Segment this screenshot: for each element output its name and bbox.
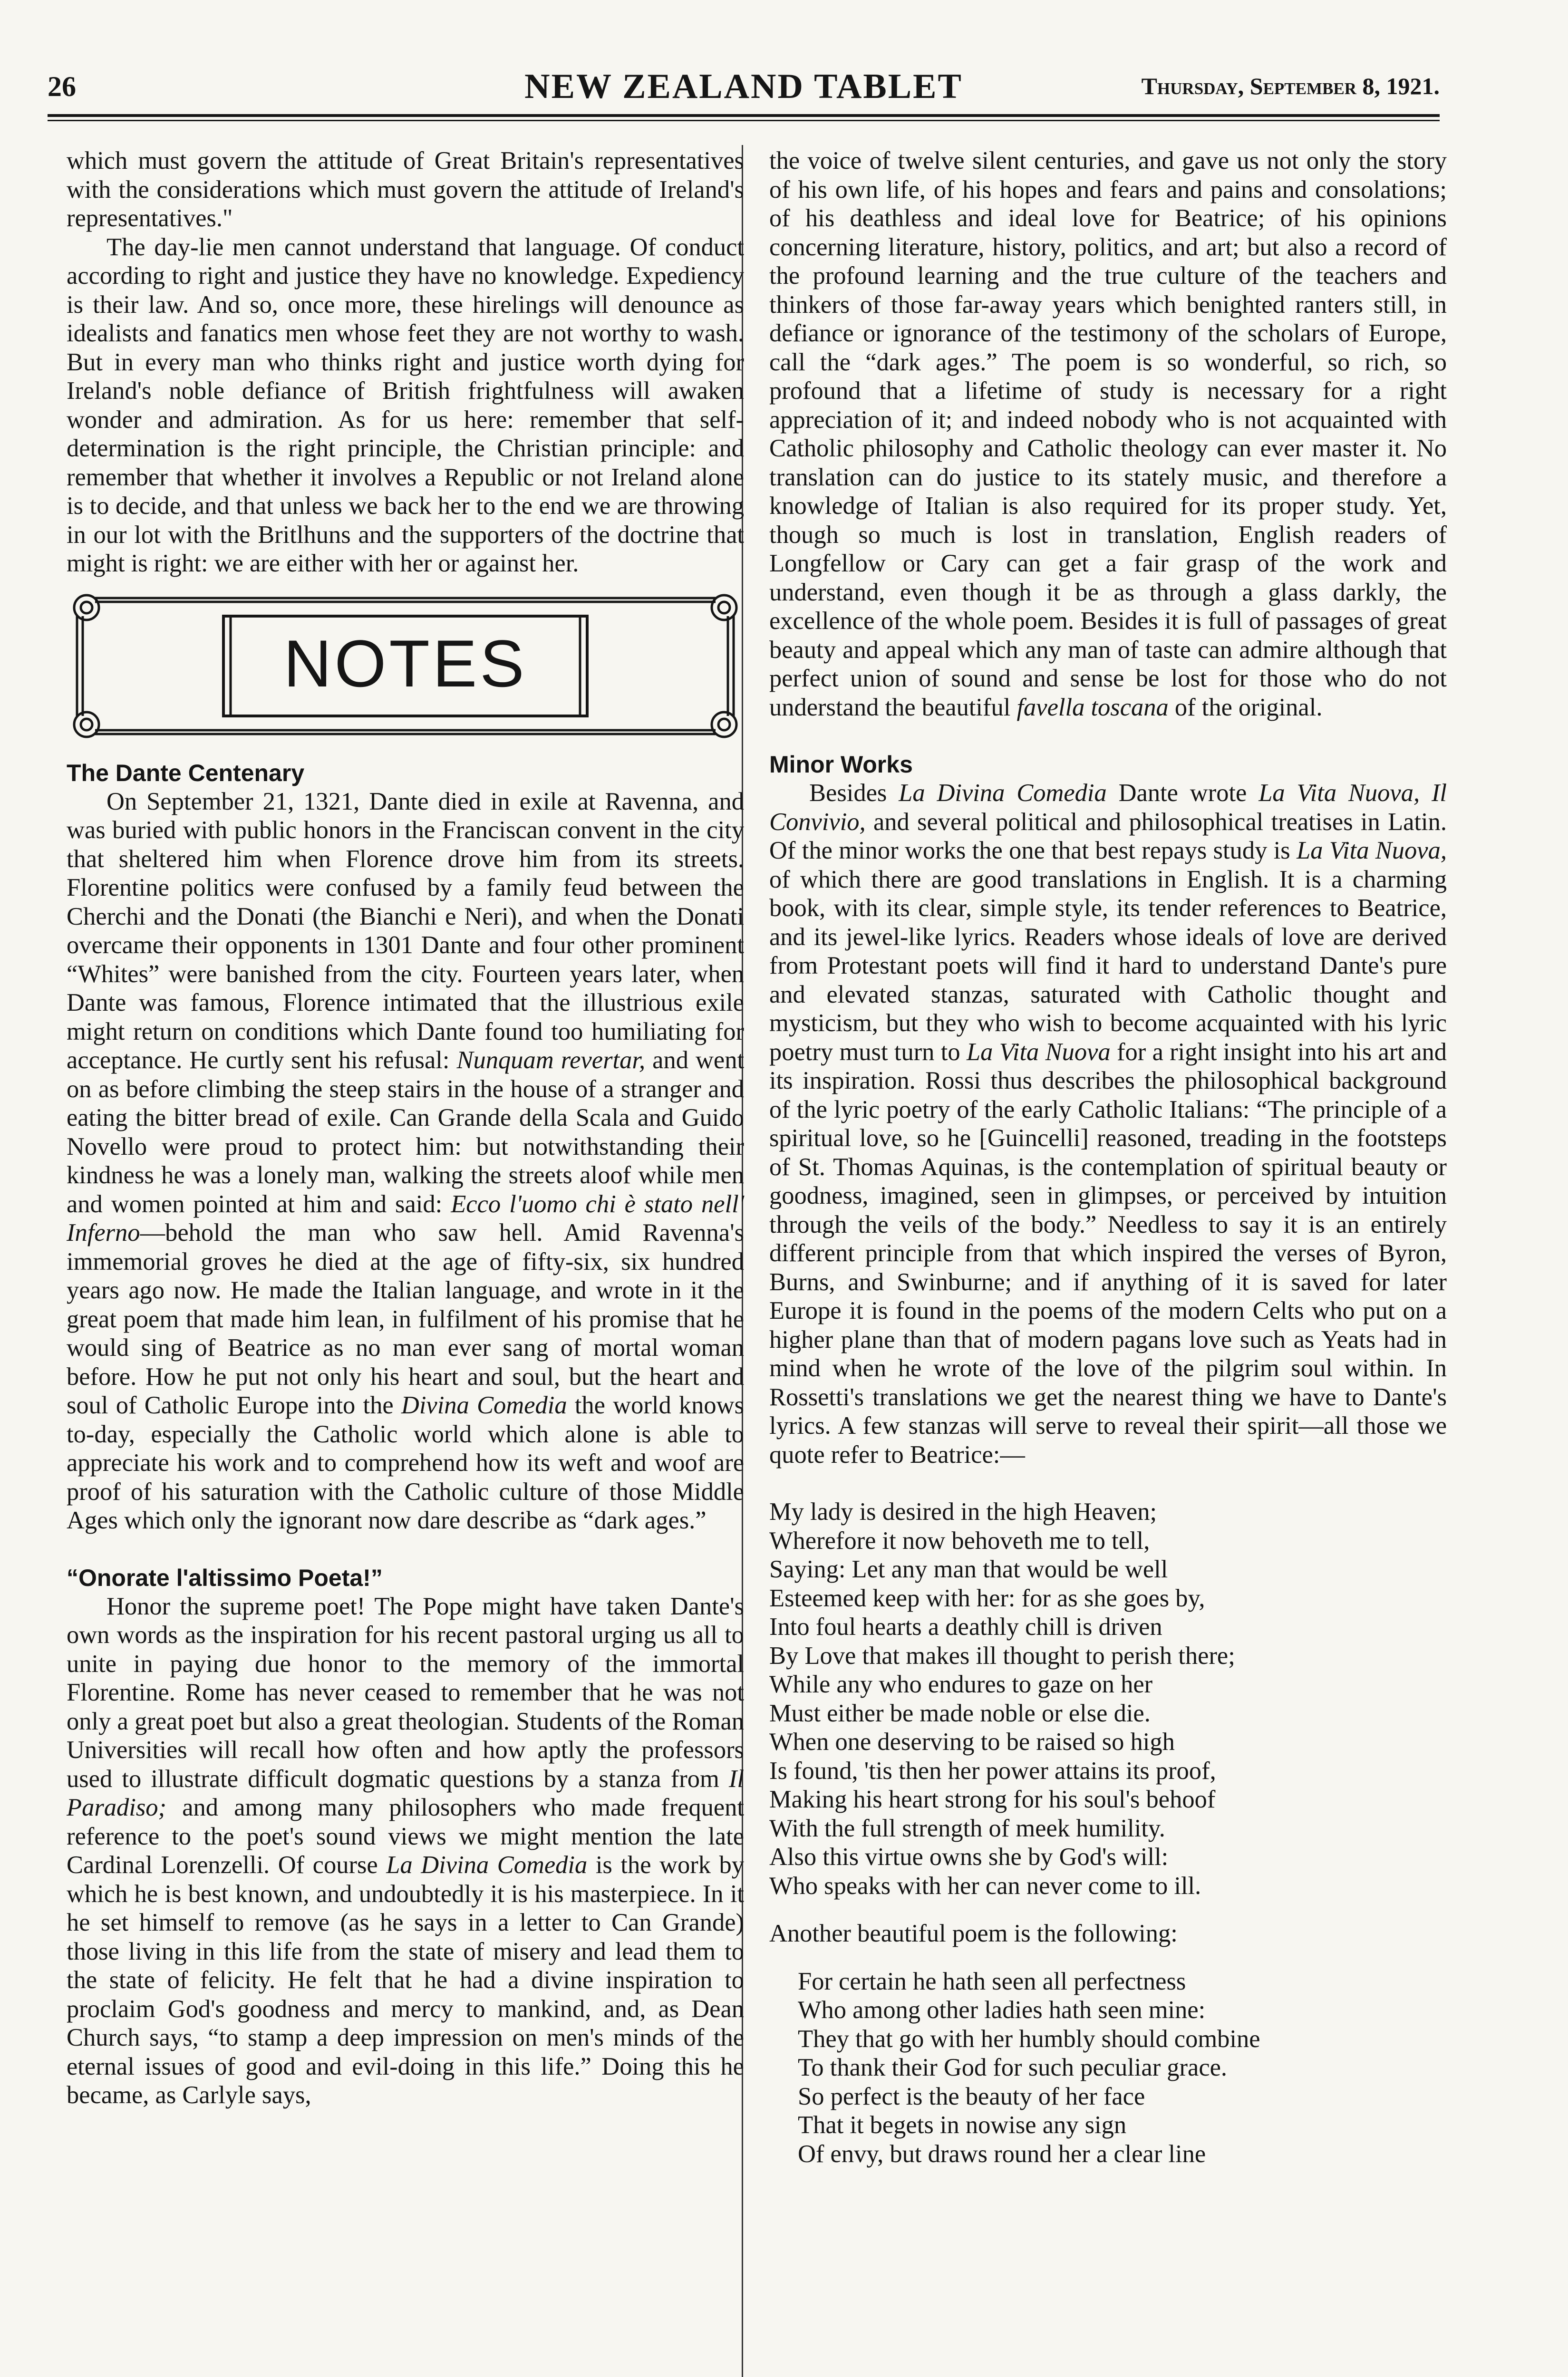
paragraph: The day-lie men cannot understand that language. Of conduct according to right and justice they have no knowledge. Expediency is their law. And so, once more, these hirelings will denounce as idealists and fanatics men whose feet they are not worthy to wash. But in every man who thinks right and justice worth dying for Ireland's noble defiance of British frightfulness will awaken wonder and admiration. As for us here: remember that self-determination is the right principle, the Christian principle: and remember that whether it involves a Republic or not Ireland alone is to decide, and that unless we back her to the end we are throwing in our lot with the Britlhuns and the supporters of the doctrine that might is right: we are either with her or against her. xyxy=(67,233,744,577)
verse-line: With the full strength of meek humility. xyxy=(769,1814,1165,1842)
spacer xyxy=(769,722,1447,750)
spacer xyxy=(67,1535,744,1564)
verse-line: My lady is desired in the high Heaven; xyxy=(769,1498,1157,1526)
verse-line: To thank their God for such peculiar grace. xyxy=(798,2054,1228,2081)
verse-line: Wherefore it now behoveth me to tell, xyxy=(769,1527,1150,1555)
verse-line: So perfect is the beauty of her face xyxy=(798,2082,1145,2110)
publication-title: NEW ZEALAND TABLET xyxy=(524,67,963,106)
verse-line: Who speaks with her can never come to ill. xyxy=(769,1872,1201,1900)
spacer xyxy=(769,1469,1447,1498)
notes-banner xyxy=(67,588,744,744)
verse-line: While any who endures to gaze on her xyxy=(769,1671,1153,1698)
verse-line: Must either be made noble or else die. xyxy=(769,1699,1151,1727)
paragraph-dante: On September 21, 1321, Dante died in exile at Ravenna, and was buried with public honors in the Franciscan convent in the city that sheltered him when Florence drove him from its streets. Florentine politics were confused by a family feud between the Cherchi and the Donati (the Bianchi e Neri), and when the Donati overcame their opponents in 1301 Dante and four other prominent “Whites” were banished from the city. Fourteen years later, when Dante was famous, Florence intimated that the illustrious exile might return on conditions which Dante found too humiliating for acceptance. He curtly sent his refusal: Nunquam revertar, and went on as before climbing the steep stairs in the house of a stranger and eating the bitter bread of exile. Can Grande della Scala and Guido Novello were proud to protect him: but notwithstanding their kindness he was a lonely man, walking the streets aloof while men and women pointed at him and said: Ecco l'uomo chi è stato nell' Inferno—behold the man who saw hell. Amid Ravenna's immemorial groves he died at the age of fifty-six, six hundred years ago now. He made the Italian language, and wrote in it the great poem that made him lean, in fulfilment of his promise that he would sing of Beatrice as no man ever sang of mortal woman before. How he put not only his heart and soul, but the heart and soul of Catholic Europe into the Divina Comedia the world knows to-day, especially the Catholic world which alone is able to appreciate his work and to comprehend how its weft and woof are proof of his saturation with the Catholic culture of those Middle Ages which only the ignorant now dare describe as “dark ages.” xyxy=(67,787,745,1534)
heading-onorate: “Onorate l'altissimo Poeta!” xyxy=(67,1564,383,1591)
heading-dante-centenary: The Dante Centenary xyxy=(67,759,305,786)
verse-line: For certain he hath seen all perfectness xyxy=(798,1967,1186,1995)
spacer xyxy=(769,1900,1447,1919)
verse-line: Is found, 'tis then her power attains its proof, xyxy=(769,1757,1216,1785)
verse-line: That it begets in nowise any sign xyxy=(798,2111,1127,2139)
poem-2 xyxy=(769,1967,1447,2169)
verse-line: Saying: Let any man that would be well xyxy=(769,1556,1168,1583)
verse-line: Of envy, but draws round her a clear line xyxy=(798,2140,1206,2168)
verse-line: Into foul hearts a deathly chill is driven xyxy=(769,1613,1162,1641)
heading-minor-works: Minor Works xyxy=(769,751,913,778)
verse-line: Also this virtue owns she by God's will: xyxy=(769,1843,1169,1871)
verse-line: Who among other ladies hath seen mine: xyxy=(798,1996,1206,2024)
header-rule xyxy=(48,114,1440,117)
verse-line: Making his heart strong for his soul's behoof xyxy=(769,1786,1216,1813)
paragraph: the voice of twelve silent centuries, and gave us not only the story of his own life, of his hopes and fears and pains and consolations; of his deathless and ideal love for Beatrice; of his opinions concerning literature, history, politics, and art; but also a record of the profound learning and the true culture of the teachers and thinkers of those far-away years which benighted ranters still, in defiance or ignorance of the testimony of the scholars of Europe, call the “dark ages.” The poem is so wonderful, so rich, so profound that a lifetime of study is necessary for a right appreciation of it; and indeed nobody who is not acquainted with Catholic philosophy and Catholic theology can ever master it. No translation can do justice to its stately music, and therefore a knowledge of Italian is also required for its proper study. Yet, though so much is lost in translation, English readers of Longfellow or Cary can get a fair grasp of the work and understand, even though it be as through a glass darkly, the excellence of the whole poem. Besides it is full of passages of great beauty and appeal which any man of taste can admire although that perfect union of sound and sense be lost for those who do not understand the beautiful favella toscana of the original. xyxy=(769,147,1447,721)
verse-line: When one deserving to be raised so high xyxy=(769,1728,1175,1756)
verse-line: By Love that makes ill thought to perish there; xyxy=(769,1642,1235,1670)
verse-line: They that go with her humbly should combine xyxy=(798,2025,1260,2053)
paragraph-onorate: Honor the supreme poet! The Pope might have taken Dante's own words as the inspiration for his recent pastoral urging us all to unite in paying due honor to the memory of the immortal Florentine. Rome has never ceased to remember that he was not only a great poet but also a great theologian. Students of the Roman Universities will recall how often and how aptly the professors used to illustrate difficult dogmatic questions by a stanza from Il Paradiso; and among many philosophers who made frequent reference to the poet's sound views we might mention the late Cardinal Lorenzelli. Of course La Divina Comedia is the work by which he is best known, and undoubtedly it is his masterpiece. In it he set himself to remove (as he says in a letter to Can Grande) those living in this life from the state of misery and lead them to the state of felicity. He felt that he had a divine inspiration to proclaim God's goodness and mercy to mankind, and, as Dean Church says, “to stamp a deep impression on men's minds of the eternal issues of good and evil-doing in this life.” Doing this he became, as Carlyle says, xyxy=(67,1592,745,2109)
paragraph-minor-works: Besides La Divina Comedia Dante wrote La Vita Nuova, Il Convivio, and several political and philosophical treatises in Latin. Of the minor works the one that best repays study is La Vita Nuova, of which there are good translations in English. It is a charming book, with its clear, simple style, its tender references to Beatrice, and its jewel-like lyrics. Readers whose ideals of love are derived from Protestant poets will find it hard to understand Dante's pure and elevated stanzas, saturated with Catholic thought and mysticism, but they who wish to become acquainted with his lyric poetry must turn to La Vita Nuova for a right insight into his art and its inspiration. Rossi thus describes the philosophical background of the lyric poetry of the early Catholic Italians: “The principle of a spiritual love, so he [Guincelli] reasoned, treading in the footsteps of St. Thomas Aquinas, is the contemplation of spiritual beauty or goodness, imagined, seen in glimpses, or perceived by intuition through the veils of the body.” Needless to say it is an entirely different principle from that which inspired the verses of Byron, Burns, and Swinburne; and if anything of it is saved for later Europe it is found in the poems of the modern Celts who put on a higher plane than that of modern pagans love such as Yeats had in mind when he wrote of the love of the pilgrim soul within. In Rossetti's translations we get the nearest thing we have to Dante's lyrics. A few stanzas will serve to reveal their spirit—all those we quote refer to Beatrice:— xyxy=(769,779,1447,1469)
right-column xyxy=(769,146,1447,2168)
issue-date: Thursday, September 8, 1921. xyxy=(1141,73,1440,99)
spacer xyxy=(769,1948,1447,1967)
poem-intro: Another beautiful poem is the following: xyxy=(769,1920,1178,1947)
left-column xyxy=(67,146,744,2110)
paragraph: which must govern the attitude of Great Britain's representatives with the considerations which must govern the attitude of Ireland's representatives." xyxy=(67,147,744,232)
notes-heading: NOTES xyxy=(283,626,527,701)
verse-line: Esteemed keep with her: for as she goes by, xyxy=(769,1584,1205,1612)
page-number: 26 xyxy=(48,71,76,102)
poem-1 xyxy=(769,1498,1447,1900)
header-rule-thin xyxy=(48,120,1440,121)
page-header xyxy=(48,62,1440,105)
